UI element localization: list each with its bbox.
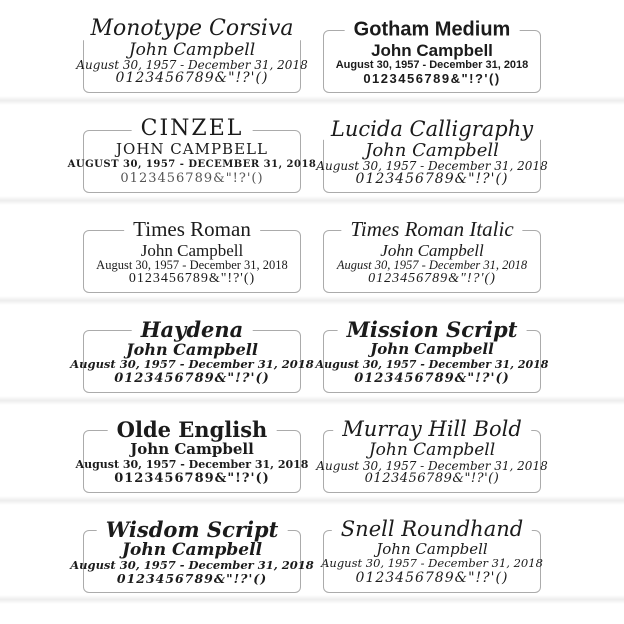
row-shadow <box>0 595 624 604</box>
sample-name: John Campbell <box>128 40 256 60</box>
sample-name: John Campbell <box>126 340 258 359</box>
sample-symbols: 0123456789&"!?'() <box>368 270 496 286</box>
sample-dates: August 30, 1957 - December 31, 2018 <box>321 556 543 571</box>
font-sample-card-gotham-medium[interactable] <box>323 18 541 93</box>
sample-symbols: 0123456789&"!?'() <box>114 471 270 486</box>
font-name-label: Snell Roundhand <box>332 519 532 540</box>
sample-name: John Campbell <box>376 540 488 558</box>
font-sample-card-mission-script[interactable] <box>315 316 549 393</box>
sample-symbols: 0123456789&"!?'() <box>120 171 264 186</box>
sample-dates: AUGUST 30, 1957 - DECEMBER 31, 2018 <box>67 158 317 170</box>
sample-dates: August 30, 1957 - December 31, 2018 <box>315 358 549 371</box>
font-name-label: Olde English <box>108 419 277 440</box>
font-sample-card-olde-english[interactable] <box>75 416 309 493</box>
font-sample-card-times-roman[interactable] <box>83 216 301 293</box>
sample-dates: August 30, 1957 - December 31, 2018 <box>316 458 548 473</box>
sample-name: John Campbell <box>380 241 484 260</box>
font-sample-card-monotype-corsiva[interactable] <box>76 16 308 93</box>
sample-symbols: 0123456789&"!?'() <box>116 570 268 586</box>
sample-symbols: 0123456789&"!?'() <box>364 471 500 486</box>
font-name-label: Haydena <box>132 319 253 340</box>
sample-name: John Campbell <box>365 140 499 161</box>
sample-symbols: 0123456789&"!?'() <box>363 71 501 86</box>
sample-dates: August 30, 1957 - December 31, 2018 <box>316 159 548 173</box>
sample-name: John Campbell <box>368 440 496 460</box>
sample-name: JOHN CAMPBELL <box>116 140 268 158</box>
sample-name: John Campbell <box>370 340 494 358</box>
sample-dates: August 30, 1957 - December 31, 2018 <box>335 59 529 71</box>
font-name-label: Gotham Medium <box>345 19 520 39</box>
font-sample-card-cinzel[interactable] <box>67 116 317 193</box>
font-name-label: Murray Hill Bold <box>333 419 531 440</box>
sample-dates: August 30, 1957 - December 31, 2018 <box>75 458 309 471</box>
sample-symbols: 0123456789&"!?'() <box>115 70 269 86</box>
font-sample-grid <box>0 16 624 593</box>
sample-name: John Campbell <box>371 41 493 60</box>
font-sample-card-snell-roundhand[interactable] <box>321 516 543 593</box>
font-name-label: Mission Script <box>338 319 527 340</box>
sample-name: John Campbell <box>130 440 254 458</box>
font-sample-card-haydena[interactable] <box>70 316 314 393</box>
sample-dates: August 30, 1957 - December 31, 2018 <box>70 558 314 572</box>
font-sample-card-times-roman-italic[interactable] <box>323 216 541 293</box>
sample-symbols: 0123456789&"!?'() <box>114 371 270 386</box>
sample-symbols: 0123456789&"!?'() <box>355 171 509 187</box>
font-sample-card-lucida-calligraphy[interactable] <box>316 116 548 193</box>
font-name-label: Times Roman Italic <box>341 219 522 240</box>
sample-dates: August 30, 1957 - December 31, 2018 <box>70 357 314 372</box>
sample-dates: August 30, 1957 - December 31, 2018 <box>76 58 308 72</box>
sample-symbols: 0123456789&"!?'() <box>128 270 256 286</box>
font-name-label: Monotype Corsiva <box>81 18 302 40</box>
font-sample-card-murray-hill-bold[interactable] <box>316 416 548 493</box>
sample-name: John Campbell <box>140 241 244 260</box>
sample-dates: August 30, 1957 - December 31, 2018 <box>96 258 288 272</box>
font-name-label: Times Roman <box>124 219 260 240</box>
sample-symbols: 0123456789&"!?'() <box>354 371 510 386</box>
font-name-label: CINZEL <box>132 118 253 140</box>
sample-dates: August 30, 1957 - December 31, 2018 <box>336 258 528 272</box>
font-name-label: Wisdom Script <box>97 519 288 540</box>
sample-name: John Campbell <box>121 540 263 560</box>
sample-symbols: 0123456789&"!?'() <box>355 570 509 586</box>
font-name-label: Lucida Calligraphy <box>322 119 542 140</box>
font-sample-card-wisdom-script[interactable] <box>70 516 314 593</box>
